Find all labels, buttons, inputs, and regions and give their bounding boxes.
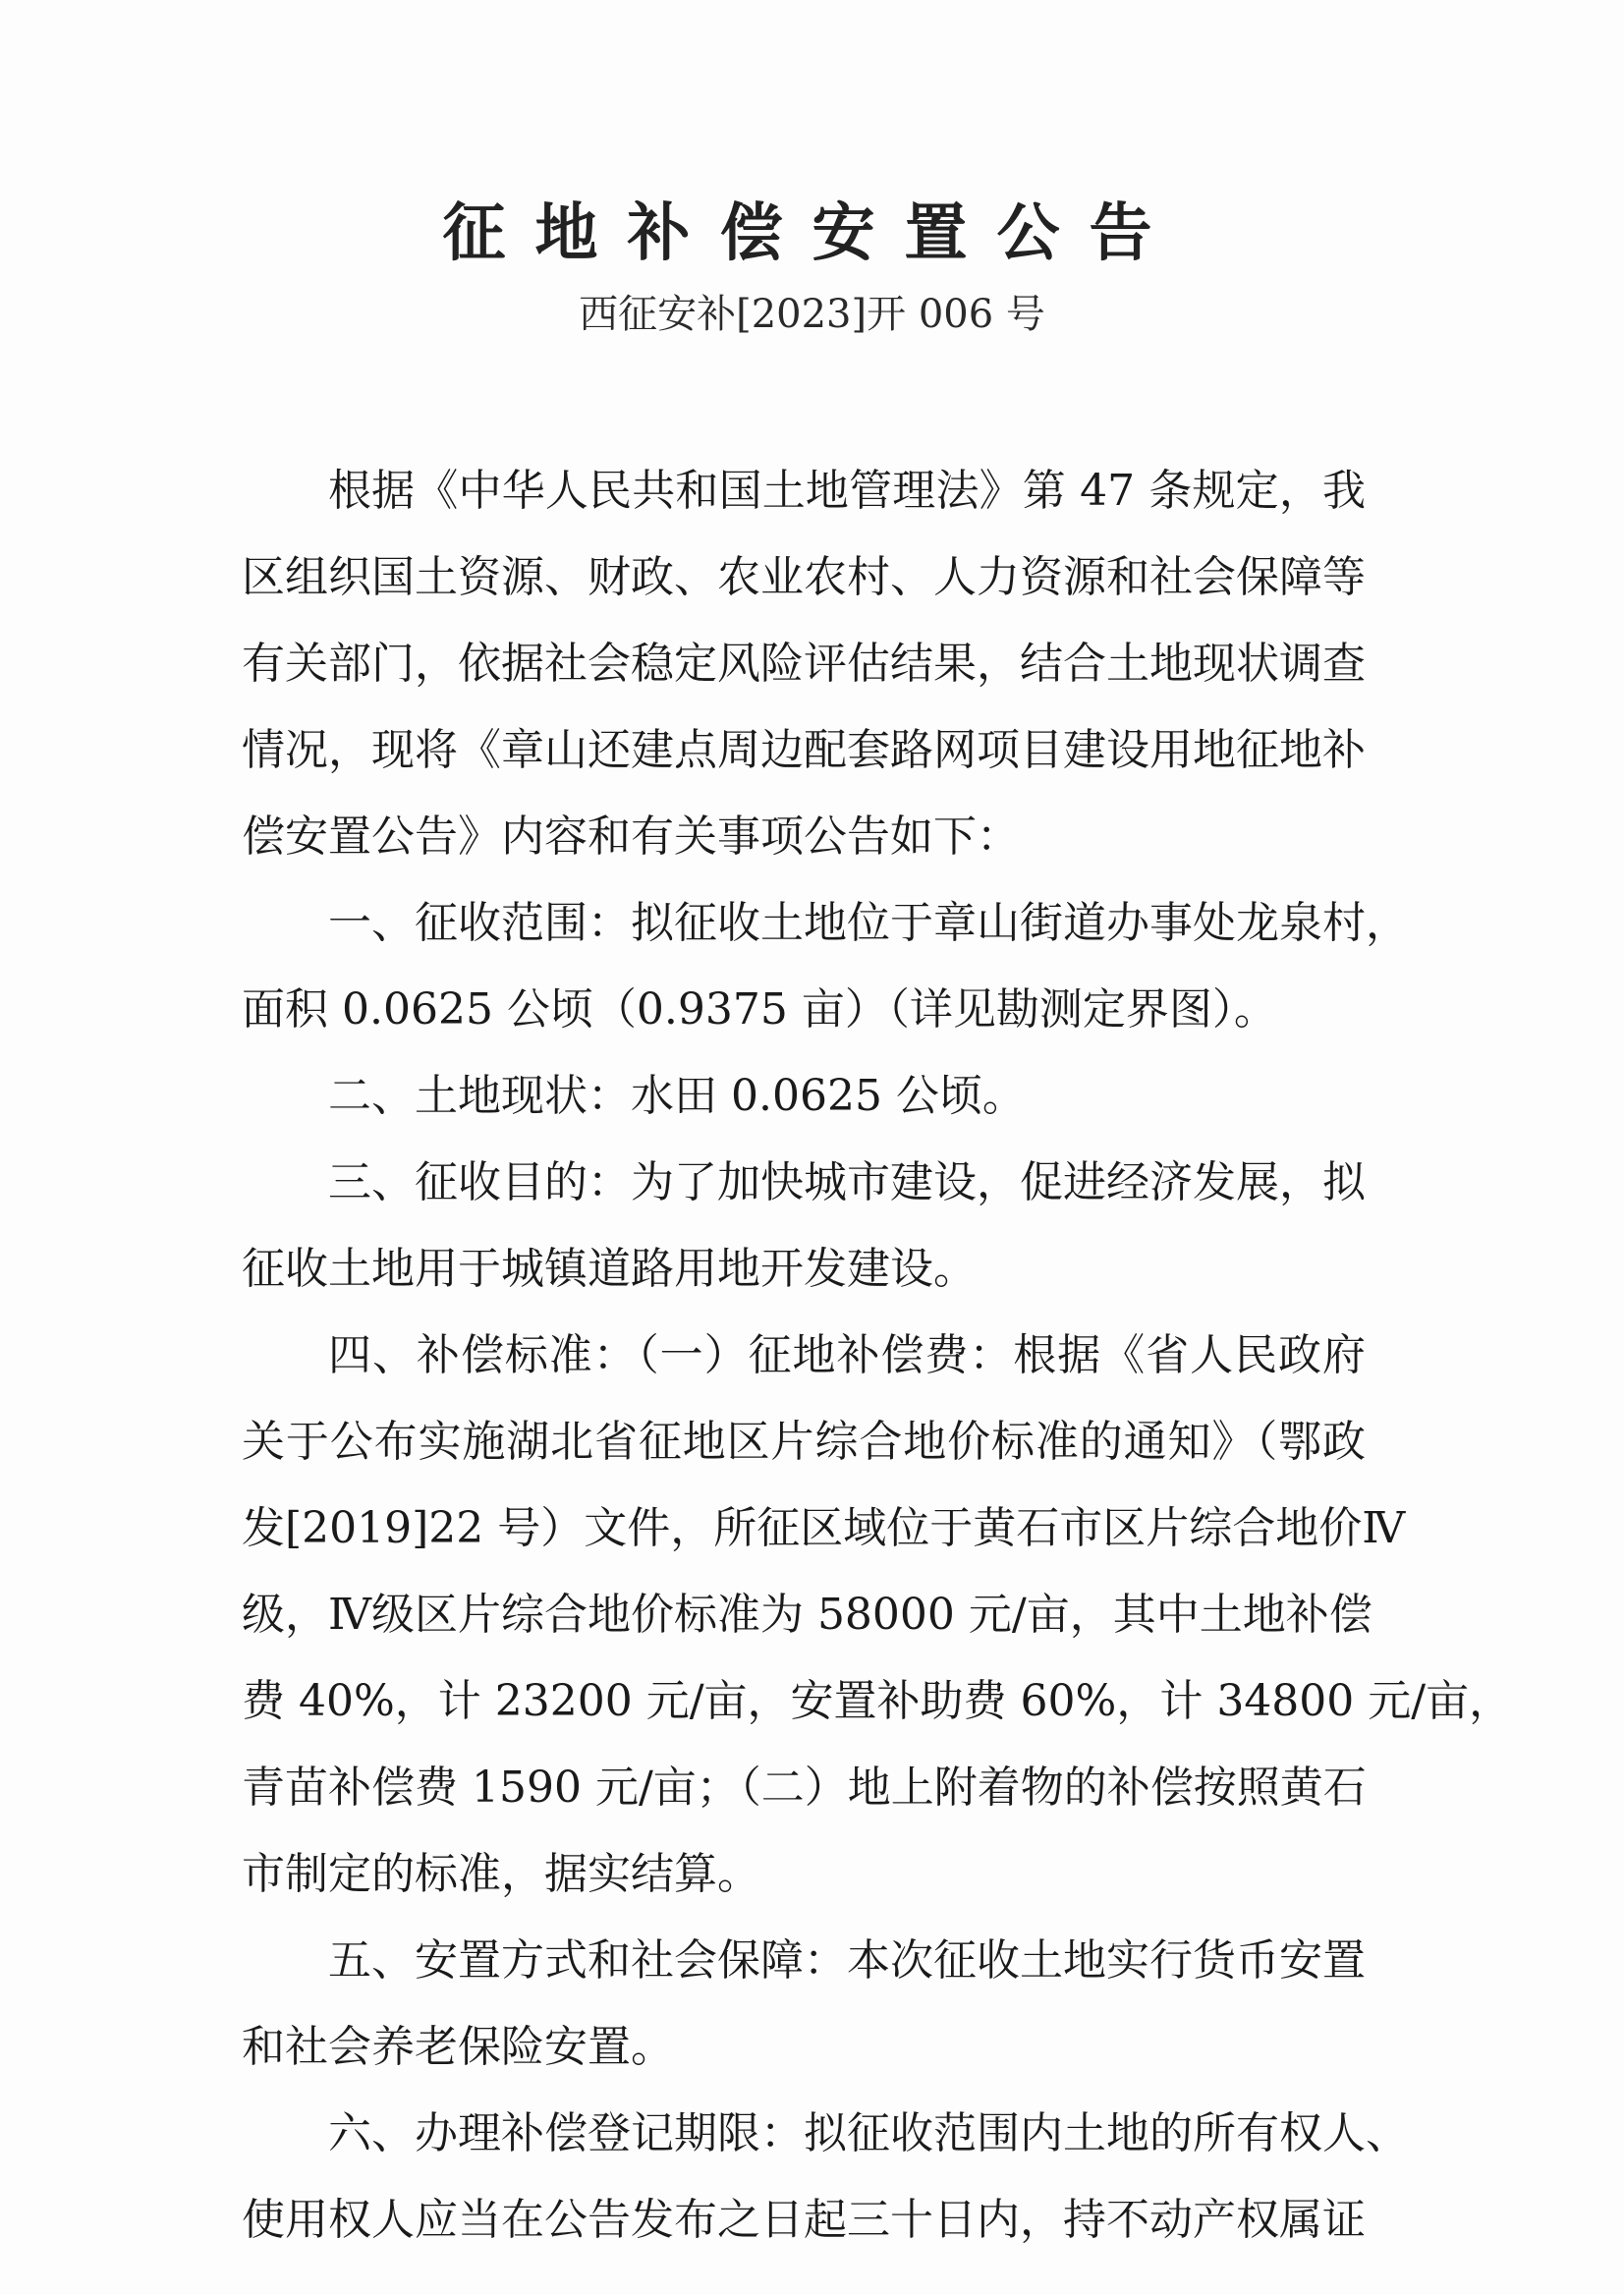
body-line: 和社会养老保险安置。 <box>242 2022 674 2072</box>
body-line: 根据《中华人民共和国土地管理法》第 47 条规定，我 <box>328 466 1366 516</box>
body-line: 六、办理补偿登记期限：拟征收范围内土地的所有权人、 <box>328 2108 1409 2158</box>
body-line: 有关部门，依据社会稳定风险评估结果，结合土地现状调查 <box>242 639 1366 689</box>
body-line: 三、征收目的：为了加快城市建设，促进经济发展，拟 <box>328 1157 1366 1207</box>
body-line: 二、土地现状：水田 0.0625 公顷。 <box>328 1071 1026 1121</box>
body-line: 市制定的标准，据实结算。 <box>242 1849 760 1899</box>
body-line: 级，Ⅳ级区片综合地价标准为 58000 元/亩，其中土地补偿 <box>242 1590 1372 1640</box>
document-number: 西征安补[2023]开 006 号 <box>579 292 1045 337</box>
body-line: 使用权人应当在公告发布之日起三十日内，持不动产权属证 <box>242 2195 1366 2245</box>
body-line: 一、征收范围：拟征收土地位于章山街道办事处龙泉村， <box>328 898 1409 948</box>
body-line: 发[2019]22 号）文件，所征区域位于黄石市区片综合地价Ⅳ <box>242 1503 1406 1553</box>
body-line: 青苗补偿费 1590 元/亩；（二）地上附着物的补偿按照黄石 <box>242 1763 1367 1813</box>
body-line: 区组织国土资源、财政、农业农村、人力资源和社会保障等 <box>242 552 1366 602</box>
body-line: 情况，现将《章山还建点周边配套路网项目建设用地征地补 <box>242 725 1366 775</box>
document-title: 征地补偿安置公告 <box>442 196 1182 270</box>
body-line: 关于公布实施湖北省征地区片综合地价标准的通知》（鄂政 <box>242 1417 1366 1467</box>
document-body <box>242 448 1513 2264</box>
body-line: 五、安置方式和社会保障：本次征收土地实行货币安置 <box>328 1935 1366 1986</box>
body-line: 费 40%，计 23200 元/亩，安置补助费 60%，计 34800 元/亩， <box>242 1676 1513 1726</box>
body-line: 面积 0.0625 公顷（0.9375 亩）（详见勘测定界图）。 <box>242 984 1277 1035</box>
body-line: 四、补偿标准：（一）征地补偿费：根据《省人民政府 <box>328 1330 1366 1380</box>
body-line: 征收土地用于城镇道路用地开发建设。 <box>242 1244 977 1294</box>
body-line: 偿安置公告》内容和有关事项公告如下： <box>242 812 1020 862</box>
